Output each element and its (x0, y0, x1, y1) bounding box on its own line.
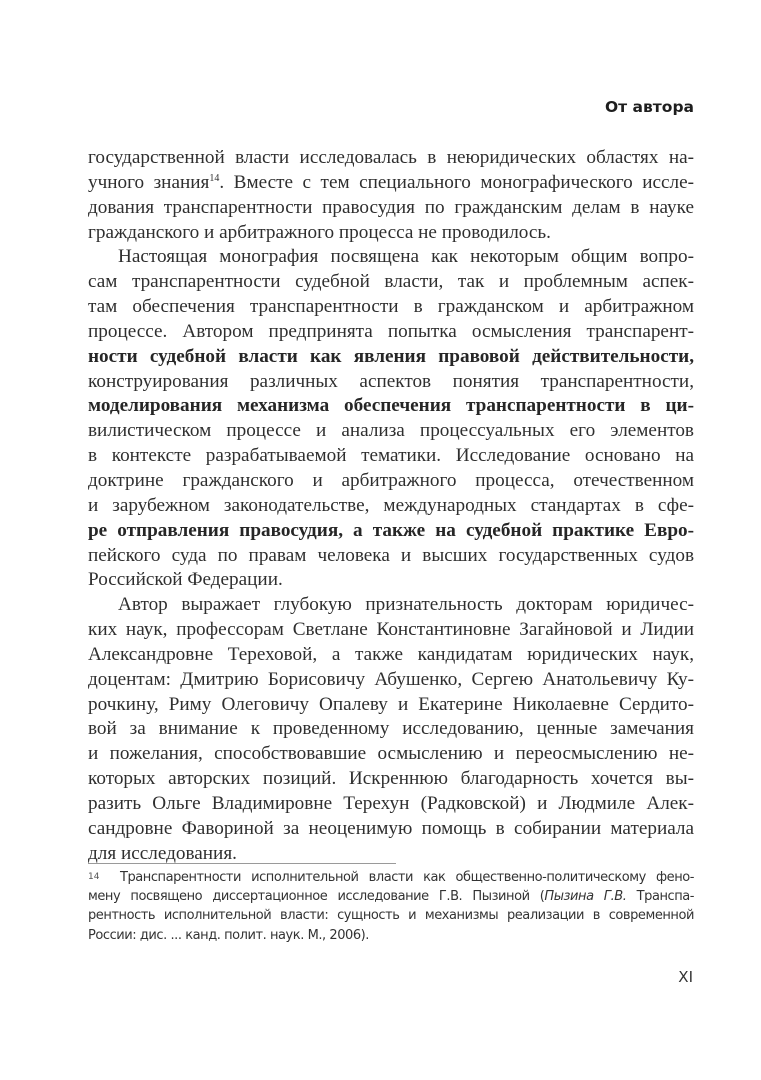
text-line: для исследования. (88, 842, 237, 864)
text-line: которых авторских позиций. Искреннюю благодарность хочется вы- (88, 768, 694, 790)
footnote-number: 14 (88, 872, 100, 882)
text-line: и зарубежном законодательстве, международных стандартах в сфе- (88, 494, 694, 516)
text-line: пейского суда по правам человека и высших государственных судов (88, 544, 694, 566)
text-line: вилистическом процессе и анализа процессуальных его элементов (88, 420, 694, 442)
text-line-bold: моделирования механизма обеспечения транспарентности в ци- (88, 395, 694, 417)
text-line: доцентам: Дмитрию Борисовичу Абушенко, Сергею Анатольевичу Ку- (88, 668, 694, 690)
page-number: XI (678, 968, 693, 986)
text-line (88, 171, 694, 196)
text-line: рочкину, Риму Олеговичу Опалеву и Екатерине Николаевне Сердито- (88, 693, 694, 715)
text-line: в контексте разрабатываемой тематики. Исследование основано на (88, 445, 694, 467)
text-line: и пожелания, способствовавшие осмыслению и переосмыслению не- (88, 743, 694, 765)
footnote-line: рентность исполнительной власти: сущность и механизмы реализации в современной (88, 908, 694, 924)
paragraph-first-line: Автор выражает глубокую признательность докторам юридичес- (118, 594, 694, 616)
footnote (88, 868, 694, 945)
text-fragment: . Вместе с тем специального монографического иссле- (219, 171, 694, 193)
text-line: Российской Федерации. (88, 569, 283, 591)
text-line: конструирования различных аспектов понятия транспарентности, (88, 370, 694, 392)
text-line: сам транспарентности судебной власти, так и проблемным аспек- (88, 271, 694, 293)
paragraph-first-line: Настоящая монография посвящена как некоторым общим вопро- (118, 246, 694, 268)
text-line: Александровне Тереховой, а также кандидатам юридических наук, (88, 643, 694, 665)
footnote-line: России: дис. ... канд. полит. наук. М., 2006). (88, 927, 369, 943)
running-head: От автора (604, 98, 694, 116)
footnote-line (88, 887, 694, 906)
italic-citation: Пызина Г.В. (544, 889, 627, 905)
text-line: дования транспарентности правосудия по гражданским делам в науке (88, 196, 694, 218)
text-line: государственной власти исследовалась в неюридических областях на- (88, 147, 694, 168)
text-line: гражданского и арбитражного процесса не проводилось. (88, 221, 551, 243)
text-line: ких наук, профессорам Светлане Константиновне Загайновой и Лидии (88, 619, 694, 641)
text-fragment: мену посвящено диссертационное исследование Г.В. Пызиной ( (88, 889, 545, 905)
footnote-separator (88, 863, 396, 864)
text-line: разить Ольге Владимировне Терехун (Радковской) и Людмиле Алек- (88, 792, 694, 814)
footnote-line: Транспарентности исполнительной власти как общественно-политическому фено- (120, 870, 694, 885)
text-line-bold: ре отправления правосудия, а также на судебной практике Евро- (88, 519, 694, 541)
text-fragment: учного знания (88, 171, 210, 193)
text-line: сандровне Фавориной за неоценимую помощь в собирании материала (88, 817, 694, 839)
text-line: доктрине гражданского и арбитражного процесса, отечественном (88, 469, 694, 491)
text-fragment: Транспа- (626, 889, 695, 905)
body-text (88, 146, 694, 866)
footnote-reference[interactable]: 14 (209, 172, 220, 184)
text-line: процессе. Автором предпринята попытка осмысления транспарент- (88, 320, 694, 342)
text-line: вой за внимание к проведенному исследованию, ценные замечания (88, 718, 694, 740)
text-line-bold: ности судебной власти как явления правовой действительности, (88, 345, 694, 367)
text-line: там обеспечения транспарентности в гражданском и арбитражном (88, 296, 694, 318)
